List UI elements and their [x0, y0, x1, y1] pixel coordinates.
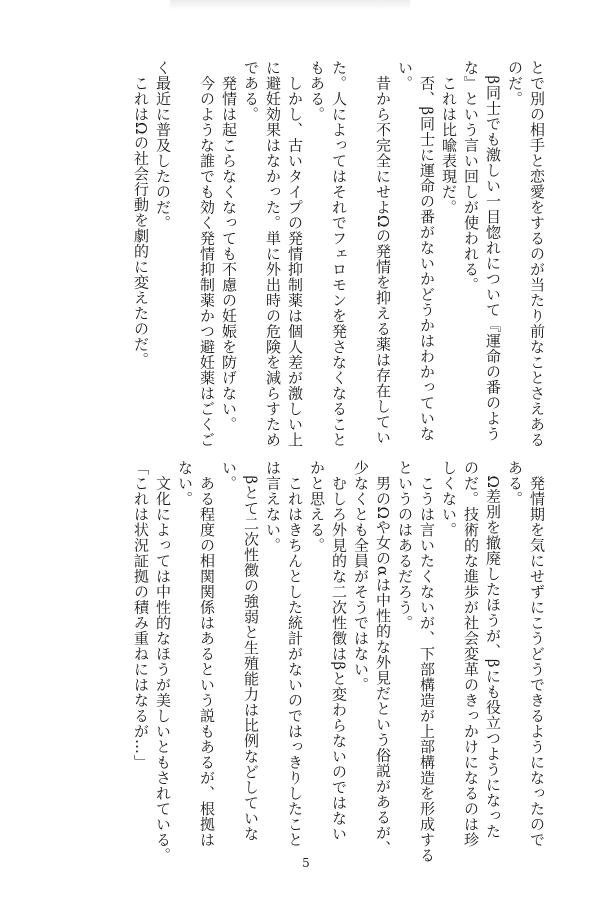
text-line: 否、β同士に運命の番がないかどうかはわかっていな	[418, 60, 436, 442]
upper-text-block	[130, 60, 548, 448]
text-line: こうは言いたくないが、下部構造が上部構造を形成する	[418, 460, 436, 863]
text-line: これはΩの社会行動を劇的に変えたのだ。	[132, 60, 150, 368]
text-line: しくない。	[440, 460, 458, 538]
text-line: た。人によってはそれでフェロモンを発さなくなること	[330, 60, 348, 448]
text-line: い。	[220, 460, 238, 491]
text-line: な』という言い回しが使われる。	[462, 60, 480, 293]
text-line: 少なくとも全員がそうではない。	[352, 460, 370, 693]
text-line: く最近に普及したのだ。	[154, 60, 172, 231]
text-line: 文化によっては中性的なほうが美しいともされている。	[154, 460, 172, 863]
text-line: 発情期を気にせずにこうどうできるようになったので	[528, 460, 546, 848]
text-line: ある程度の相関関係はあるという説もあるが、根拠は	[198, 460, 216, 848]
page-number: 5	[302, 856, 310, 870]
text-line: むしろ外見的な二次性徴はβと変わらないのではない	[330, 460, 348, 842]
lower-text-block	[108, 460, 548, 863]
text-line: のだ。技術的な進歩が社会変革のきっかけになるのは珍	[462, 460, 480, 848]
text-line: もある。	[308, 60, 326, 122]
text-line: 今のような誰でも効く発情抑制薬かつ避妊薬はごくご	[198, 60, 216, 448]
text-line: とで別の相手と恋愛をするのが当たり前なことさえある	[528, 60, 546, 448]
text-line: 男のΩや女のαは中性的な外見だという俗説があるが、	[374, 460, 392, 856]
text-line: βとて二次性徴の強弱と生殖能力は比例などしていな	[242, 460, 260, 842]
text-line: 「これは状況証拠の積み重ねにはなるが…」	[132, 460, 150, 770]
text-line: Ω差別を撤廃したほうが、βにも役立つようになった	[484, 460, 502, 839]
scan-header-shadow	[170, 0, 410, 10]
text-line: しかし、古いタイプの発情抑制薬は個人差が激しい上	[286, 60, 304, 448]
text-line: のだ。	[506, 60, 524, 107]
text-line: かと思える。	[308, 460, 326, 553]
text-line: 昔から不完全にせよΩの発情を抑える薬は存在してい	[374, 60, 392, 445]
text-line: に避妊効果はなかった。単に外出時の危険を減らすため	[264, 60, 282, 448]
text-line: これは比喩表現だ。	[440, 60, 458, 215]
text-line: ない。	[176, 460, 194, 507]
text-line: これはきちんとした統計がないのではっきりしたこと	[286, 460, 304, 848]
text-line: は言えない。	[264, 460, 282, 553]
text-line: というのはあるだろう。	[396, 460, 414, 631]
text-line: β同士でも激しい一目惚れについて『運命の番のよう	[484, 60, 502, 442]
text-line: である。	[242, 60, 260, 122]
text-line: ある。	[506, 460, 524, 507]
text-line: 発情は起こらなくなっても不慮の妊娠を防げない。	[220, 60, 238, 432]
text-line: い。	[396, 60, 414, 91]
